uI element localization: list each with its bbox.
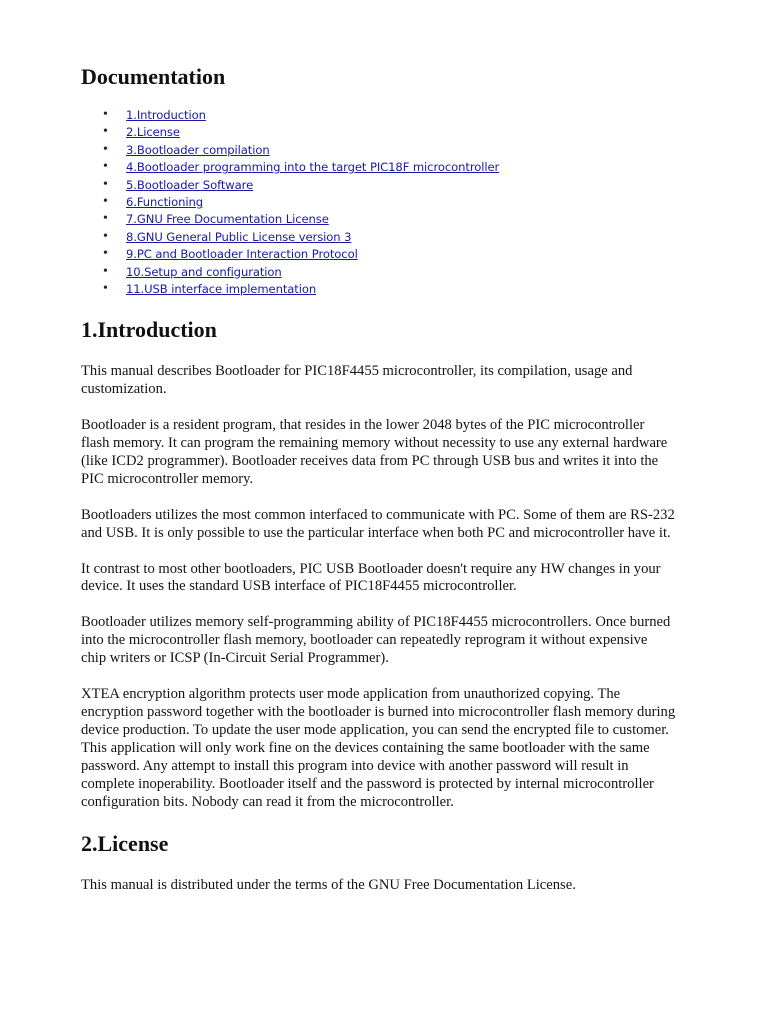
page-title: Documentation	[81, 64, 226, 89]
table-of-contents	[81, 106, 681, 297]
toc-link-usb-interface[interactable]: 11.USB interface implementation	[126, 281, 317, 296]
toc-link-bootloader-software[interactable]: 5.Bootloader Software	[126, 177, 254, 192]
paragraph: XTEA encryption algorithm protects user mode application from unauthorized copying. The encryption password together with the bootloader is burned into microcontroller flash memory during device production. To update the user mode application, you can send the encrypted file to customer. This application will only work fine on the devices containing the same bootloader with the same password. Any attempt to install this program into device with another password will result in complete inoperability. Bootloader itself and the password is protected by internal microcontroller configuration bits. Nobody can read it from the microcontroller.	[81, 686, 676, 810]
toc-item	[81, 210, 681, 227]
section-title-license: 2.License	[81, 831, 169, 857]
paragraph: This manual is distributed under the terms of the GNU Free Documentation License.	[81, 877, 576, 894]
paragraph: This manual describes Bootloader for PIC18F4455 microcontroller, its compilation, usage and customization.	[81, 363, 633, 398]
document-page	[81, 62, 681, 895]
toc-item	[81, 106, 681, 123]
toc-link-setup-configuration[interactable]: 10.Setup and configuration	[126, 264, 282, 279]
toc-item	[81, 228, 681, 245]
toc-link-gnu-fdl[interactable]: 7.GNU Free Documentation License	[126, 212, 329, 227]
bullet-icon: •	[103, 228, 108, 244]
bullet-icon: •	[103, 107, 108, 122]
section-title-introduction: 1.Introduction	[81, 317, 217, 343]
bullet-icon: •	[103, 141, 108, 157]
toc-item	[81, 245, 681, 262]
paragraph: Bootloader is a resident program, that resides in the lower 2048 bytes of the PIC microcontroller flash memory. It can program the remaining memory without necessity to use any external hardware (like ICD2 programmer). Bootloader receives data from PC through USB bus and writes it into the PIC microcontroller memory.	[81, 417, 668, 487]
bullet-icon: •	[103, 211, 108, 227]
paragraph: Bootloaders utilizes the most common interfaced to communicate with PC. Some of them are RS-232 and USB. It is only possible to use the particular interface when both PC and microcontroller have it.	[81, 506, 675, 541]
bullet-icon: •	[103, 124, 108, 140]
bullet-icon: •	[103, 159, 108, 175]
toc-item	[81, 141, 681, 158]
toc-item	[81, 193, 681, 210]
bullet-icon: •	[103, 280, 108, 296]
bullet-icon: •	[103, 263, 108, 279]
toc-link-gnu-gpl[interactable]: 8.GNU General Public License version 3	[126, 229, 352, 244]
toc-link-bootloader-compilation[interactable]: 3.Bootloader compilation	[126, 142, 270, 157]
toc-link-bootloader-programming[interactable]: 4.Bootloader programming into the target PIC18F microcontroller	[126, 160, 500, 175]
toc-item	[81, 280, 681, 297]
toc-link-interaction-protocol[interactable]: 9.PC and Bootloader Interaction Protocol	[126, 247, 358, 262]
toc-link-functioning[interactable]: 6.Functioning	[126, 194, 204, 209]
toc-item	[81, 263, 681, 280]
toc-item	[81, 123, 681, 140]
toc-link-introduction[interactable]: 1.Introduction	[126, 108, 206, 122]
toc-item	[81, 176, 681, 193]
toc-item	[81, 158, 681, 175]
paragraph: It contrast to most other bootloaders, PIC USB Bootloader doesn't require any HW changes in your device. It uses the standard USB interface of PIC18F4455 microcontroller.	[81, 560, 661, 595]
toc-link-license[interactable]: 2.License	[126, 125, 180, 140]
paragraph: Bootloader utilizes memory self-programming ability of PIC18F4455 microcontrollers. Once burned into the microcontroller flash memory, bootloader can repeatedly reprogram it without expensive chip writers or ICSP (In-Circuit Serial Programmer).	[81, 614, 671, 667]
bullet-icon: •	[103, 193, 108, 209]
bullet-icon: •	[103, 246, 108, 262]
bullet-icon: •	[103, 176, 108, 192]
